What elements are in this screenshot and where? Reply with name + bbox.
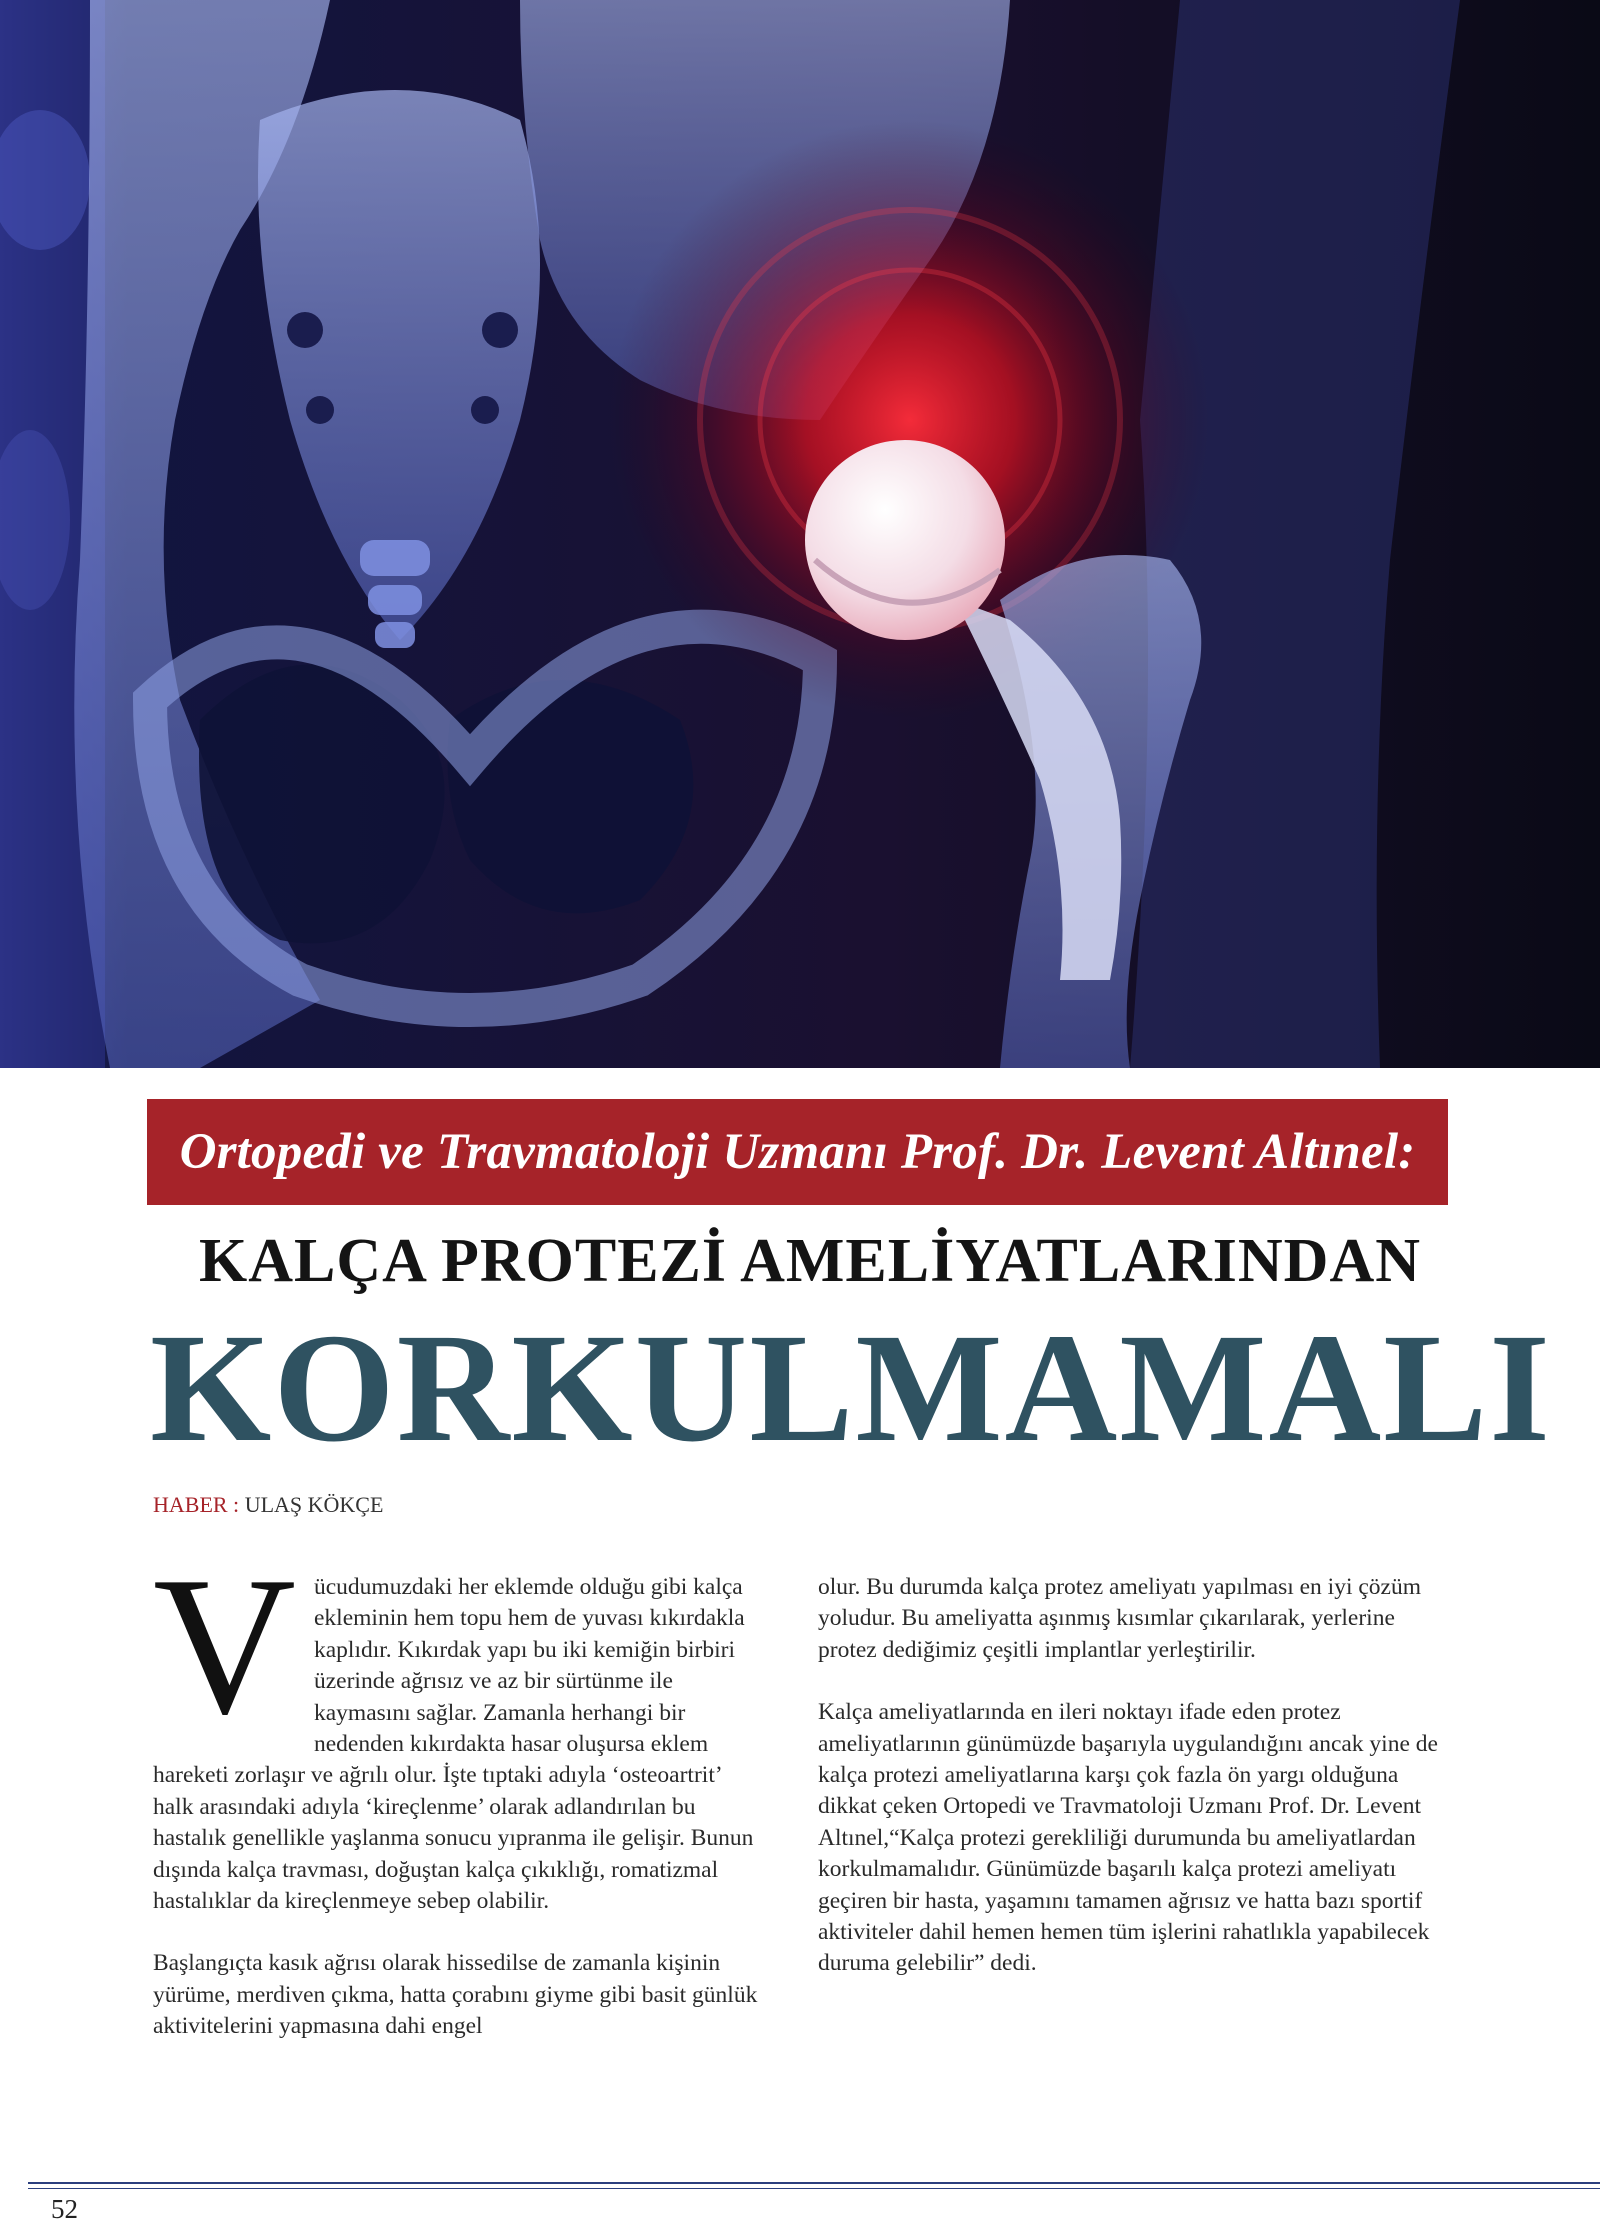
hero-xray-image — [0, 0, 1600, 1068]
body-paragraph: Başlangıçta kasık ağrısı olarak hissedilse de zamanla kişinin yürüme, merdiven çıkma, hatta çorabını giyme gibi basit günlük aktivitelerini yapmasına dahi engel — [153, 1950, 758, 2040]
body-paragraph: Kalça ameliyatlarında en ileri noktayı ifade eden protez ameliyatlarının günümüzde başarıyla uygulandığını ancak yine de kalça protezi ameliyatlarına karşı çok fazla ön yargı olduğuna dikkat çeken Ortopedi ve Travmatoloji Uzmanı Prof. Dr. Levent Altınel,“Kalça protezi gerekliliği durumunda bu ameliyatlardan korkulmamalıdır. Günümüzde başarılı kalça protezi ameliyatı geçiren bir hasta, yaşamını tamamen ağrısız ve hatta bazı sportif aktiviteler dahil hemen hemen tüm işlerini rahatlıkla yapabilecek duruma gelebilir” dedi. — [818, 1699, 1438, 1977]
body-paragraph: ücudumuzdaki her eklemde olduğu gibi kalça ekleminin hem topu hem de yuvası kıkırdakla kaplıdır. Kıkırdak yapı bu iki kemiğin birbiri üzerinde ağrısız ve az bir sürtünme ile kaymasını sağlar. Zamanla herhangi bir nedenden kıkırdakta hasar oluşursa eklem hareketi zorlaşır ve ağrılı olur. İşte tıptaki adıyla ‘osteoartrit’ halk arasındaki adıyla ‘kireçlenme’ olarak adlandırılan bu hastalık genellikle yaşlanma sonucu yıpranma ile gelişir. Bunun dışında kalça travması, doğuştan kalça çıkıklığı, romatizmal hastalıklar da kireçlenmeye sebep olabilir. — [153, 1574, 754, 1915]
body-paragraph: olur. Bu durumda kalça protez ameliyatı yapılması en iyi çözüm yoludur. Bu ameliyatta aşınmış kısımlar çıkarılarak, yerlerine protez dediğimiz çeşitli implantlar yerleştirilir. — [818, 1574, 1421, 1663]
body-column-right — [818, 1572, 1458, 2011]
headline-line-1: KALÇA PROTEZİ AMELİYATLARINDAN — [199, 1227, 1421, 1295]
byline-label: HABER : — [153, 1492, 240, 1517]
hip-replacement-xray — [0, 0, 1600, 1068]
footer-rule — [28, 2182, 1600, 2189]
byline-author: ULAŞ KÖKÇE — [244, 1492, 384, 1517]
byline — [153, 1492, 383, 1518]
headline-line-2: KORKULMAMALI — [150, 1301, 1552, 1474]
banner-text: Ortopedi ve Travmatoloji Uzmanı Prof. Dr. Levent Altınel: — [179, 1124, 1416, 1180]
drop-cap: V — [153, 1536, 296, 1755]
page-number: 52 — [51, 2194, 78, 2224]
title-banner — [147, 1099, 1448, 1205]
body-column-left — [153, 1536, 759, 2074]
